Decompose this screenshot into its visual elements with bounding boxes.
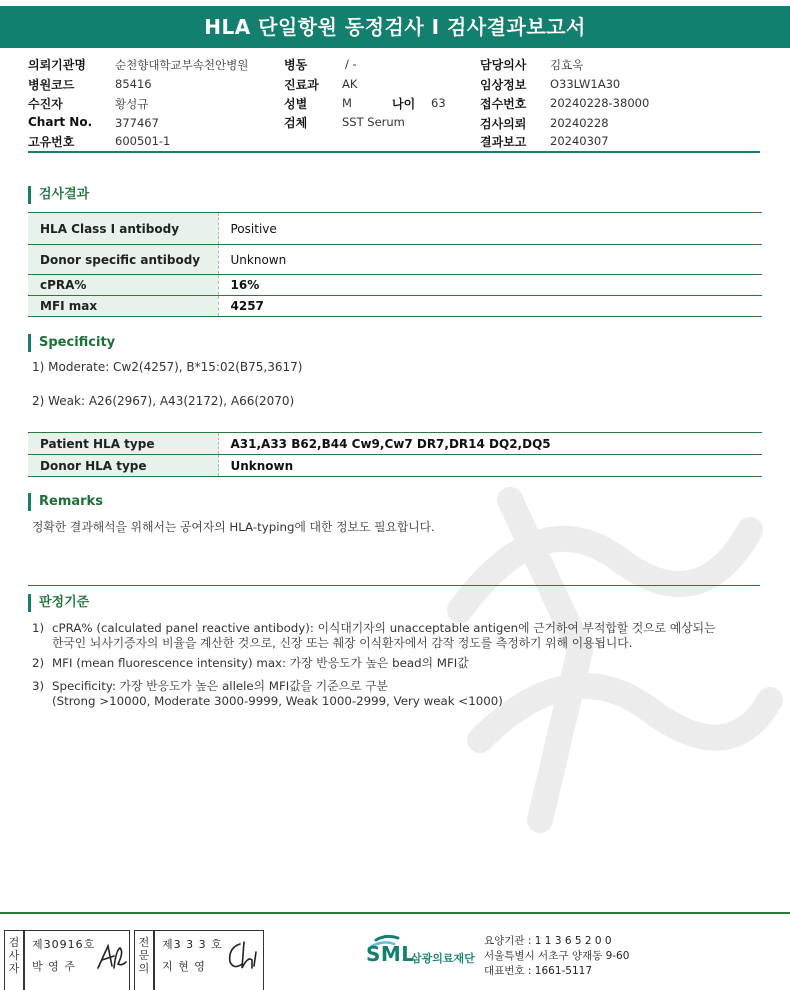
report-title: HLA 단일항원 동정검사 I 검사결과보고서 — [0, 6, 790, 48]
table-row — [28, 455, 762, 477]
care-code: 요양기관 : 1 1 3 6 5 2 0 0 — [484, 935, 612, 947]
hospital-code-value: 85416 — [115, 77, 152, 91]
reviewer-license: 제3 3 3 호 — [162, 938, 223, 951]
receipt-label: 접수번호 — [480, 97, 527, 111]
request-label: 검사의뢰 — [480, 117, 527, 131]
examiner-signature-icon — [94, 940, 128, 974]
report-footer — [0, 912, 790, 990]
table-row — [28, 275, 762, 296]
specimen-value: SST Serum — [342, 115, 405, 129]
result-key: MFI max — [28, 296, 218, 317]
table-row — [28, 245, 762, 275]
reviewer-vlabel-text: 전문의 — [138, 936, 150, 975]
remarks-heading: Remarks — [28, 493, 103, 511]
examiner-name: 박 영 주 — [32, 960, 76, 973]
dept-value: AK — [342, 77, 358, 91]
examiner-vlabel-text: 검사자 — [8, 936, 20, 975]
result-value: 16% — [218, 275, 762, 296]
patient-info — [0, 56, 790, 156]
result-value: Positive — [218, 213, 762, 245]
org-address: 서울특별시 서초구 양재동 9-60 — [484, 950, 630, 962]
dept-label: 진료과 — [284, 78, 319, 92]
result-value: 4257 — [218, 296, 762, 317]
criteria-item — [28, 621, 728, 651]
patient-label: 수진자 — [28, 97, 63, 111]
criteria-number: 1) — [32, 621, 45, 635]
specificity-weak: 2) Weak: A26(2967), A43(2172), A66(2070) — [32, 394, 295, 408]
sex-value: M — [342, 96, 352, 110]
institution-label: 의뢰기관명 — [28, 58, 86, 72]
examiner-license: 제30916호 — [32, 938, 96, 951]
criteria-item — [28, 679, 728, 709]
receipt-value: 20240228-38000 — [550, 96, 650, 110]
info-divider — [28, 151, 760, 153]
request-value: 20240228 — [550, 116, 609, 130]
age-value: 63 — [431, 96, 446, 110]
institution-value: 순천향대학교부속천안병원 — [115, 58, 249, 72]
reviewer-name: 지 현 영 — [162, 960, 206, 973]
results-table — [28, 212, 762, 317]
chart-label: Chart No. — [28, 115, 93, 129]
specimen-label: 검체 — [284, 116, 308, 130]
clinical-value: O33LW1A30 — [550, 77, 621, 91]
age-label: 나이 — [392, 97, 416, 111]
report-label: 결과보고 — [480, 135, 527, 149]
criteria-line: MFI (mean fluorescence intensity) max: 가장 반응도가 높은 bead의 MFI값 — [52, 656, 469, 670]
table-row — [28, 296, 762, 317]
criteria-line: Specificity: 가장 반응도가 높은 allele의 MFI값을 기준으로 구분 — [52, 679, 388, 693]
examiner-vlabel — [4, 930, 24, 990]
hla-key: Donor HLA type — [28, 455, 218, 477]
chart-value: 377467 — [115, 116, 159, 130]
criteria-line: 한국인 뇌사기증자의 비율을 계산한 것으로, 신장 또는 췌장 이식환자에서 감작 정도를 측정하기 위해 이용됩니다. — [52, 636, 633, 650]
patient-value: 황성규 — [115, 97, 149, 111]
result-key: Donor specific antibody — [28, 245, 218, 275]
org-phone: 대표번호 : 1661-5117 — [484, 965, 593, 977]
hla-key: Patient HLA type — [28, 433, 218, 455]
unique-value: 600501-1 — [115, 134, 171, 148]
doctor-value: 김효욱 — [550, 58, 584, 72]
criteria-number: 3) — [32, 679, 45, 693]
sex-label: 성별 — [284, 97, 308, 111]
result-value: Unknown — [218, 245, 762, 275]
criteria-item — [28, 656, 728, 671]
clinical-label: 임상정보 — [480, 78, 527, 92]
hla-type-table — [28, 432, 762, 477]
results-heading: 검사결과 — [28, 186, 89, 204]
org-info — [484, 934, 629, 979]
criteria-number: 2) — [32, 656, 45, 670]
ward-label: 병동 — [284, 58, 308, 72]
footer-divider — [0, 912, 790, 914]
table-row — [28, 213, 762, 245]
criteria-line: (Strong >10000, Moderate 3000-9999, Weak 1000-2999, Very weak <1000) — [52, 694, 503, 708]
hospital-code-label: 병원코드 — [28, 78, 75, 92]
specificity-heading: Specificity — [28, 334, 115, 352]
doctor-label: 담당의사 — [480, 58, 527, 72]
logo-text: SML — [366, 942, 415, 966]
criteria-line: cPRA% (calculated panel reactive antibody): 이식대기자의 unacceptable antigen에 근거하여 부적합할 것으로 예상되는 — [52, 621, 716, 635]
reviewer-vlabel — [134, 930, 154, 990]
reviewer-signature-icon — [224, 938, 262, 974]
criteria-heading: 판정기준 — [28, 594, 89, 612]
report-value: 20240307 — [550, 134, 609, 148]
hla-value: A31,A33 B62,B44 Cw9,Cw7 DR7,DR14 DQ2,DQ5 — [218, 433, 762, 455]
logo-org: 삼광의료재단 — [411, 952, 475, 965]
hla-value: Unknown — [218, 455, 762, 477]
ward-value: / - — [345, 57, 357, 71]
criteria-divider — [28, 585, 760, 586]
specificity-moderate: 1) Moderate: Cw2(4257), B*15:02(B75,3617) — [32, 360, 303, 374]
result-key: HLA Class I antibody — [28, 213, 218, 245]
table-row — [28, 433, 762, 455]
result-key: cPRA% — [28, 275, 218, 296]
unique-label: 고유번호 — [28, 135, 75, 149]
remarks-text: 정확한 결과해석을 위해서는 공여자의 HLA-typing에 대한 정보도 필요합니다. — [32, 520, 435, 534]
